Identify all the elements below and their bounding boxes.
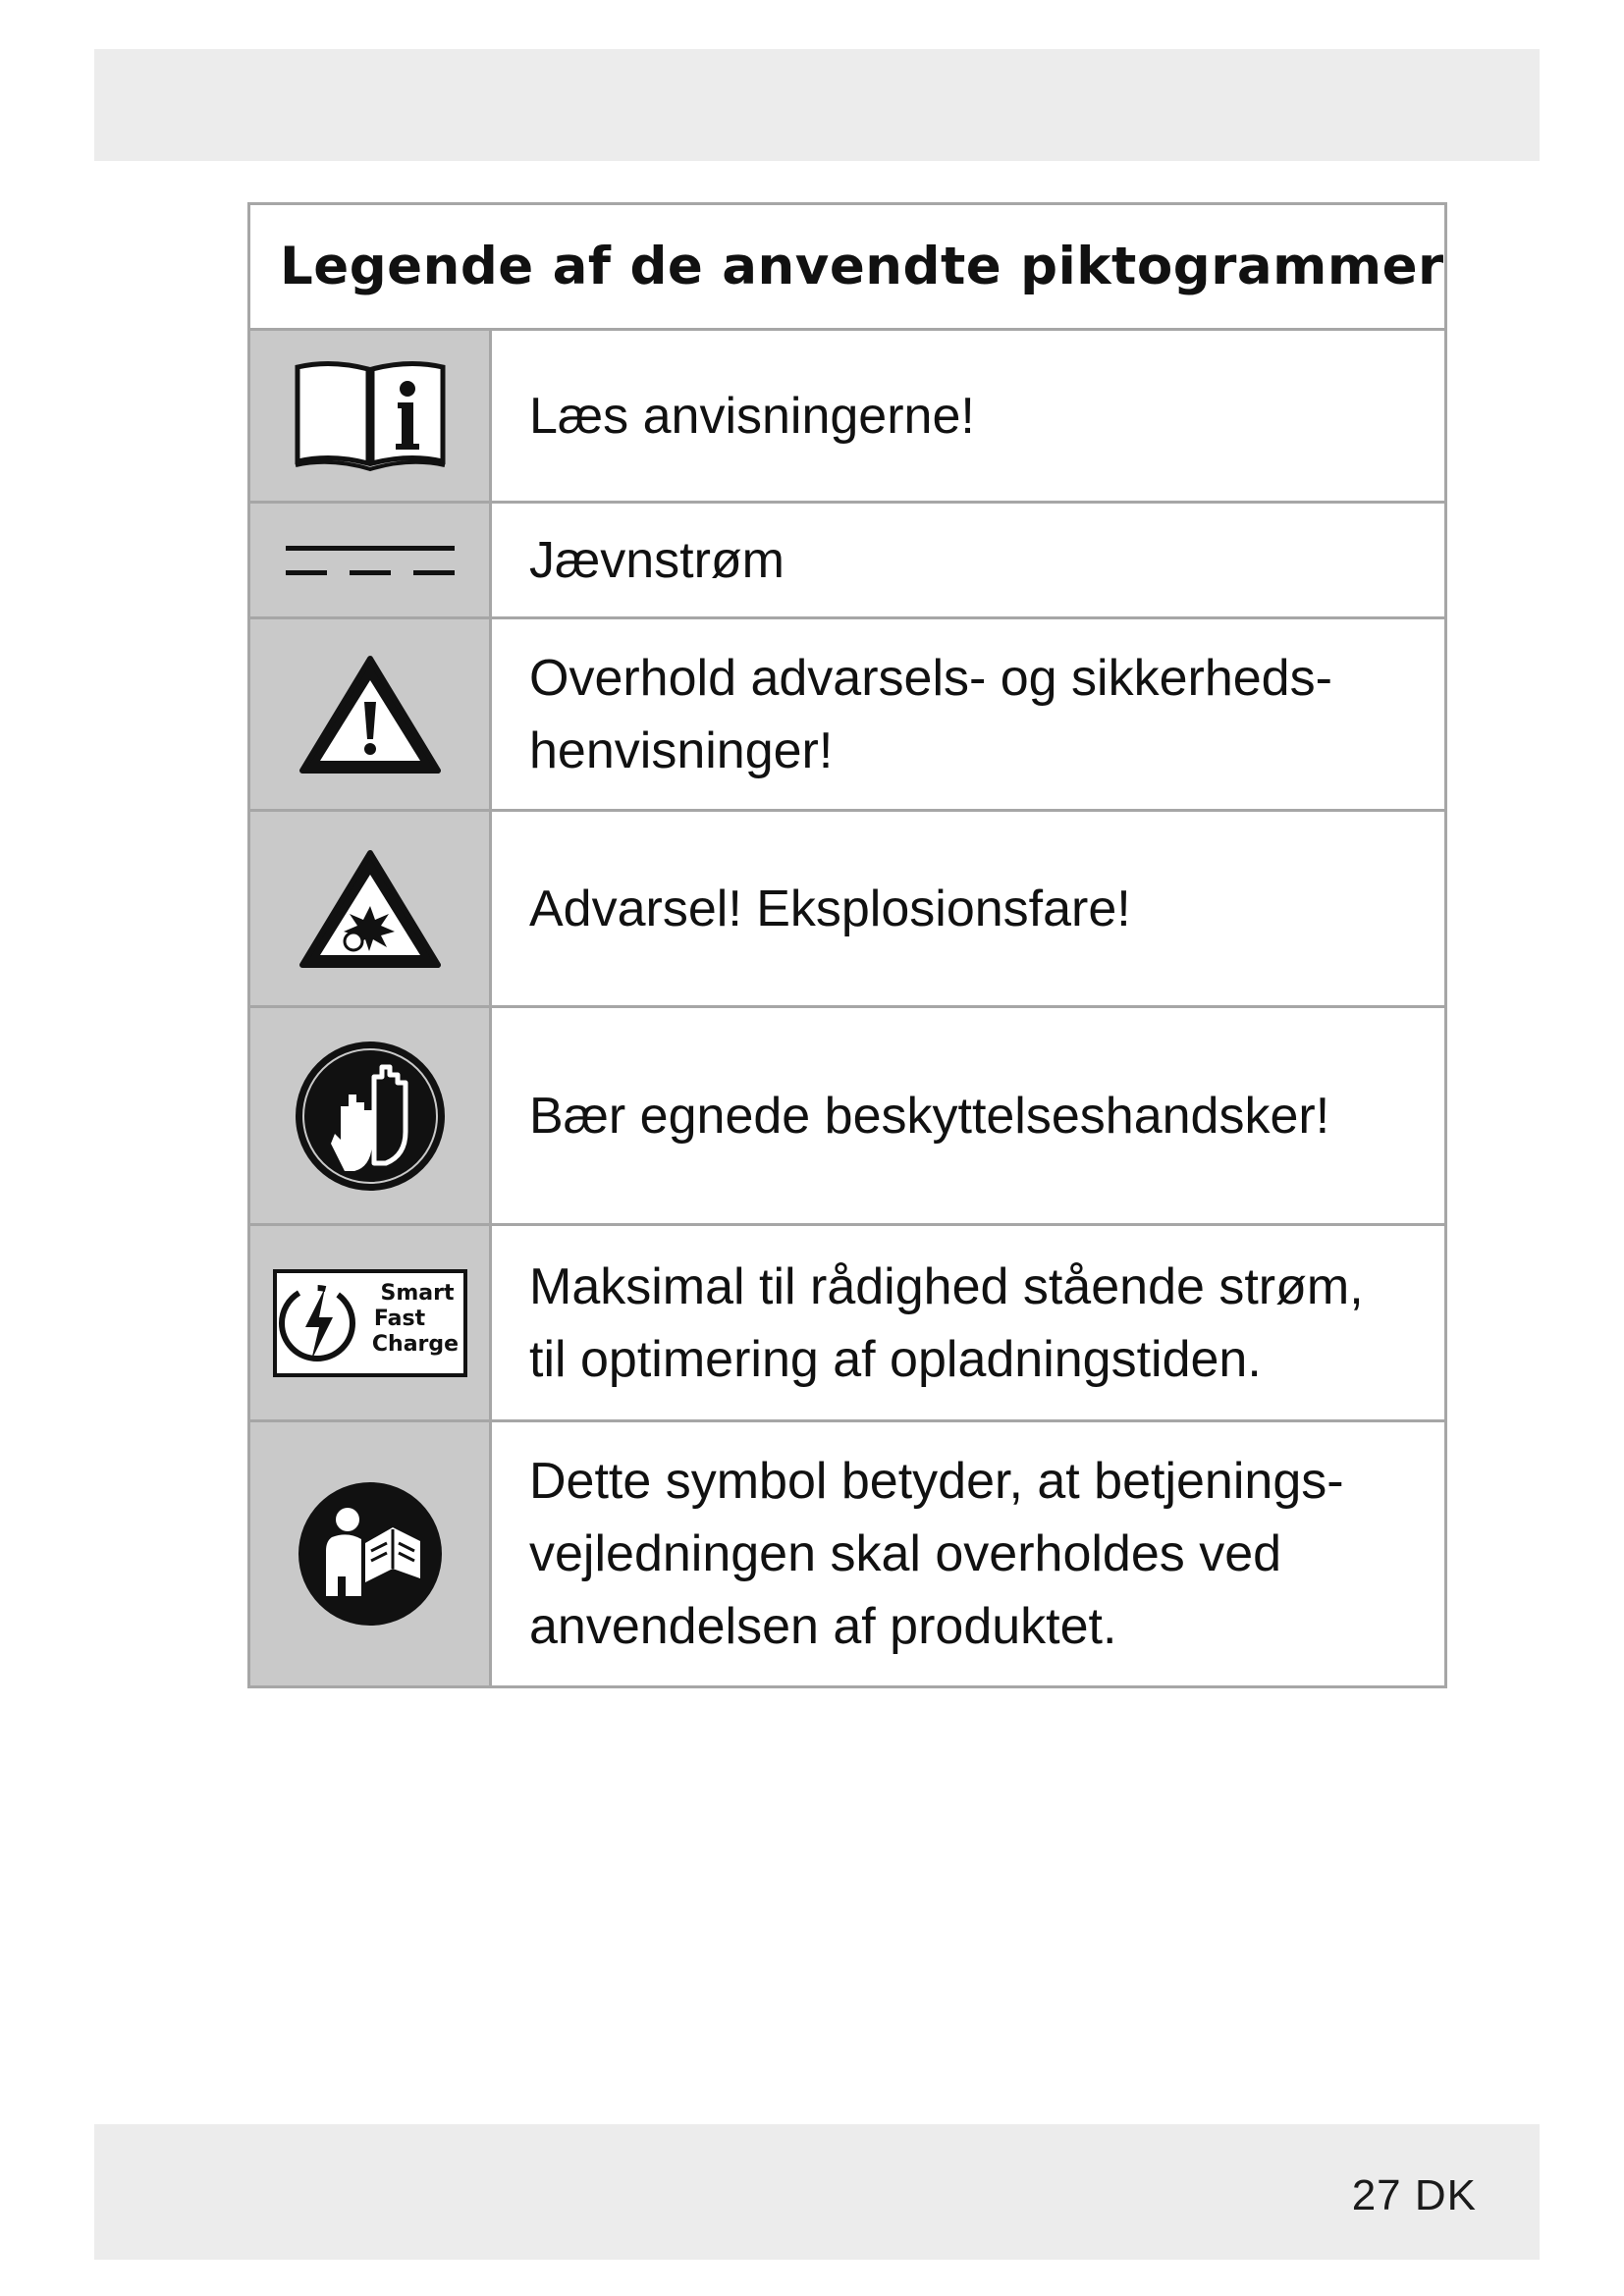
legend-row <box>250 1008 1444 1226</box>
legend-row <box>250 1226 1444 1422</box>
icon-label-fast: Fast <box>373 1306 425 1331</box>
legend-row <box>250 1422 1444 1685</box>
legend-text-line: Maksimal til rådighed stående strøm, <box>529 1257 1364 1315</box>
protective-gloves-icon <box>292 1038 449 1195</box>
read-manual-book-icon <box>292 357 449 475</box>
legend-text-line: Jævnstrøm <box>529 531 785 589</box>
legend-text-line: anvendelsen af produktet. <box>529 1598 1117 1655</box>
pictogram-legend-table <box>247 202 1447 1688</box>
icon-label-smart: Smart <box>380 1280 454 1306</box>
legend-text-line: henvisninger! <box>529 721 834 779</box>
legend-row <box>250 331 1444 504</box>
legend-text-line: til optimering af opladningstiden. <box>529 1330 1262 1388</box>
warning-triangle-icon <box>297 651 444 778</box>
legend-text-line: Dette symbol betyder, at betjenings- <box>529 1453 1344 1510</box>
page-number: 27 DK <box>1351 2171 1477 2219</box>
legend-text-line: vejledningen skal overholdes ved <box>529 1525 1282 1582</box>
legend-text-line: Bær egnede beskyttelseshandsker! <box>529 1087 1330 1145</box>
legend-row <box>250 619 1444 812</box>
direct-current-icon <box>282 536 459 585</box>
read-instructions-person-icon <box>297 1480 444 1628</box>
footer-band <box>94 2124 1540 2260</box>
legend-title: Legende af de anvendte piktogrammer <box>250 205 1444 331</box>
explosion-warning-icon <box>297 845 444 973</box>
header-band <box>94 49 1540 161</box>
icon-label-charge: Charge <box>371 1331 459 1357</box>
legend-row <box>250 812 1444 1008</box>
legend-text-line: Læs anvisningerne! <box>529 387 975 445</box>
legend-row <box>250 504 1444 619</box>
legend-text-line: Advarsel! Eksplosionsfare! <box>529 880 1131 937</box>
smart-fast-charge-icon <box>272 1268 468 1378</box>
legend-text-line: Overhold advarsels- og sikkerheds- <box>529 649 1332 707</box>
